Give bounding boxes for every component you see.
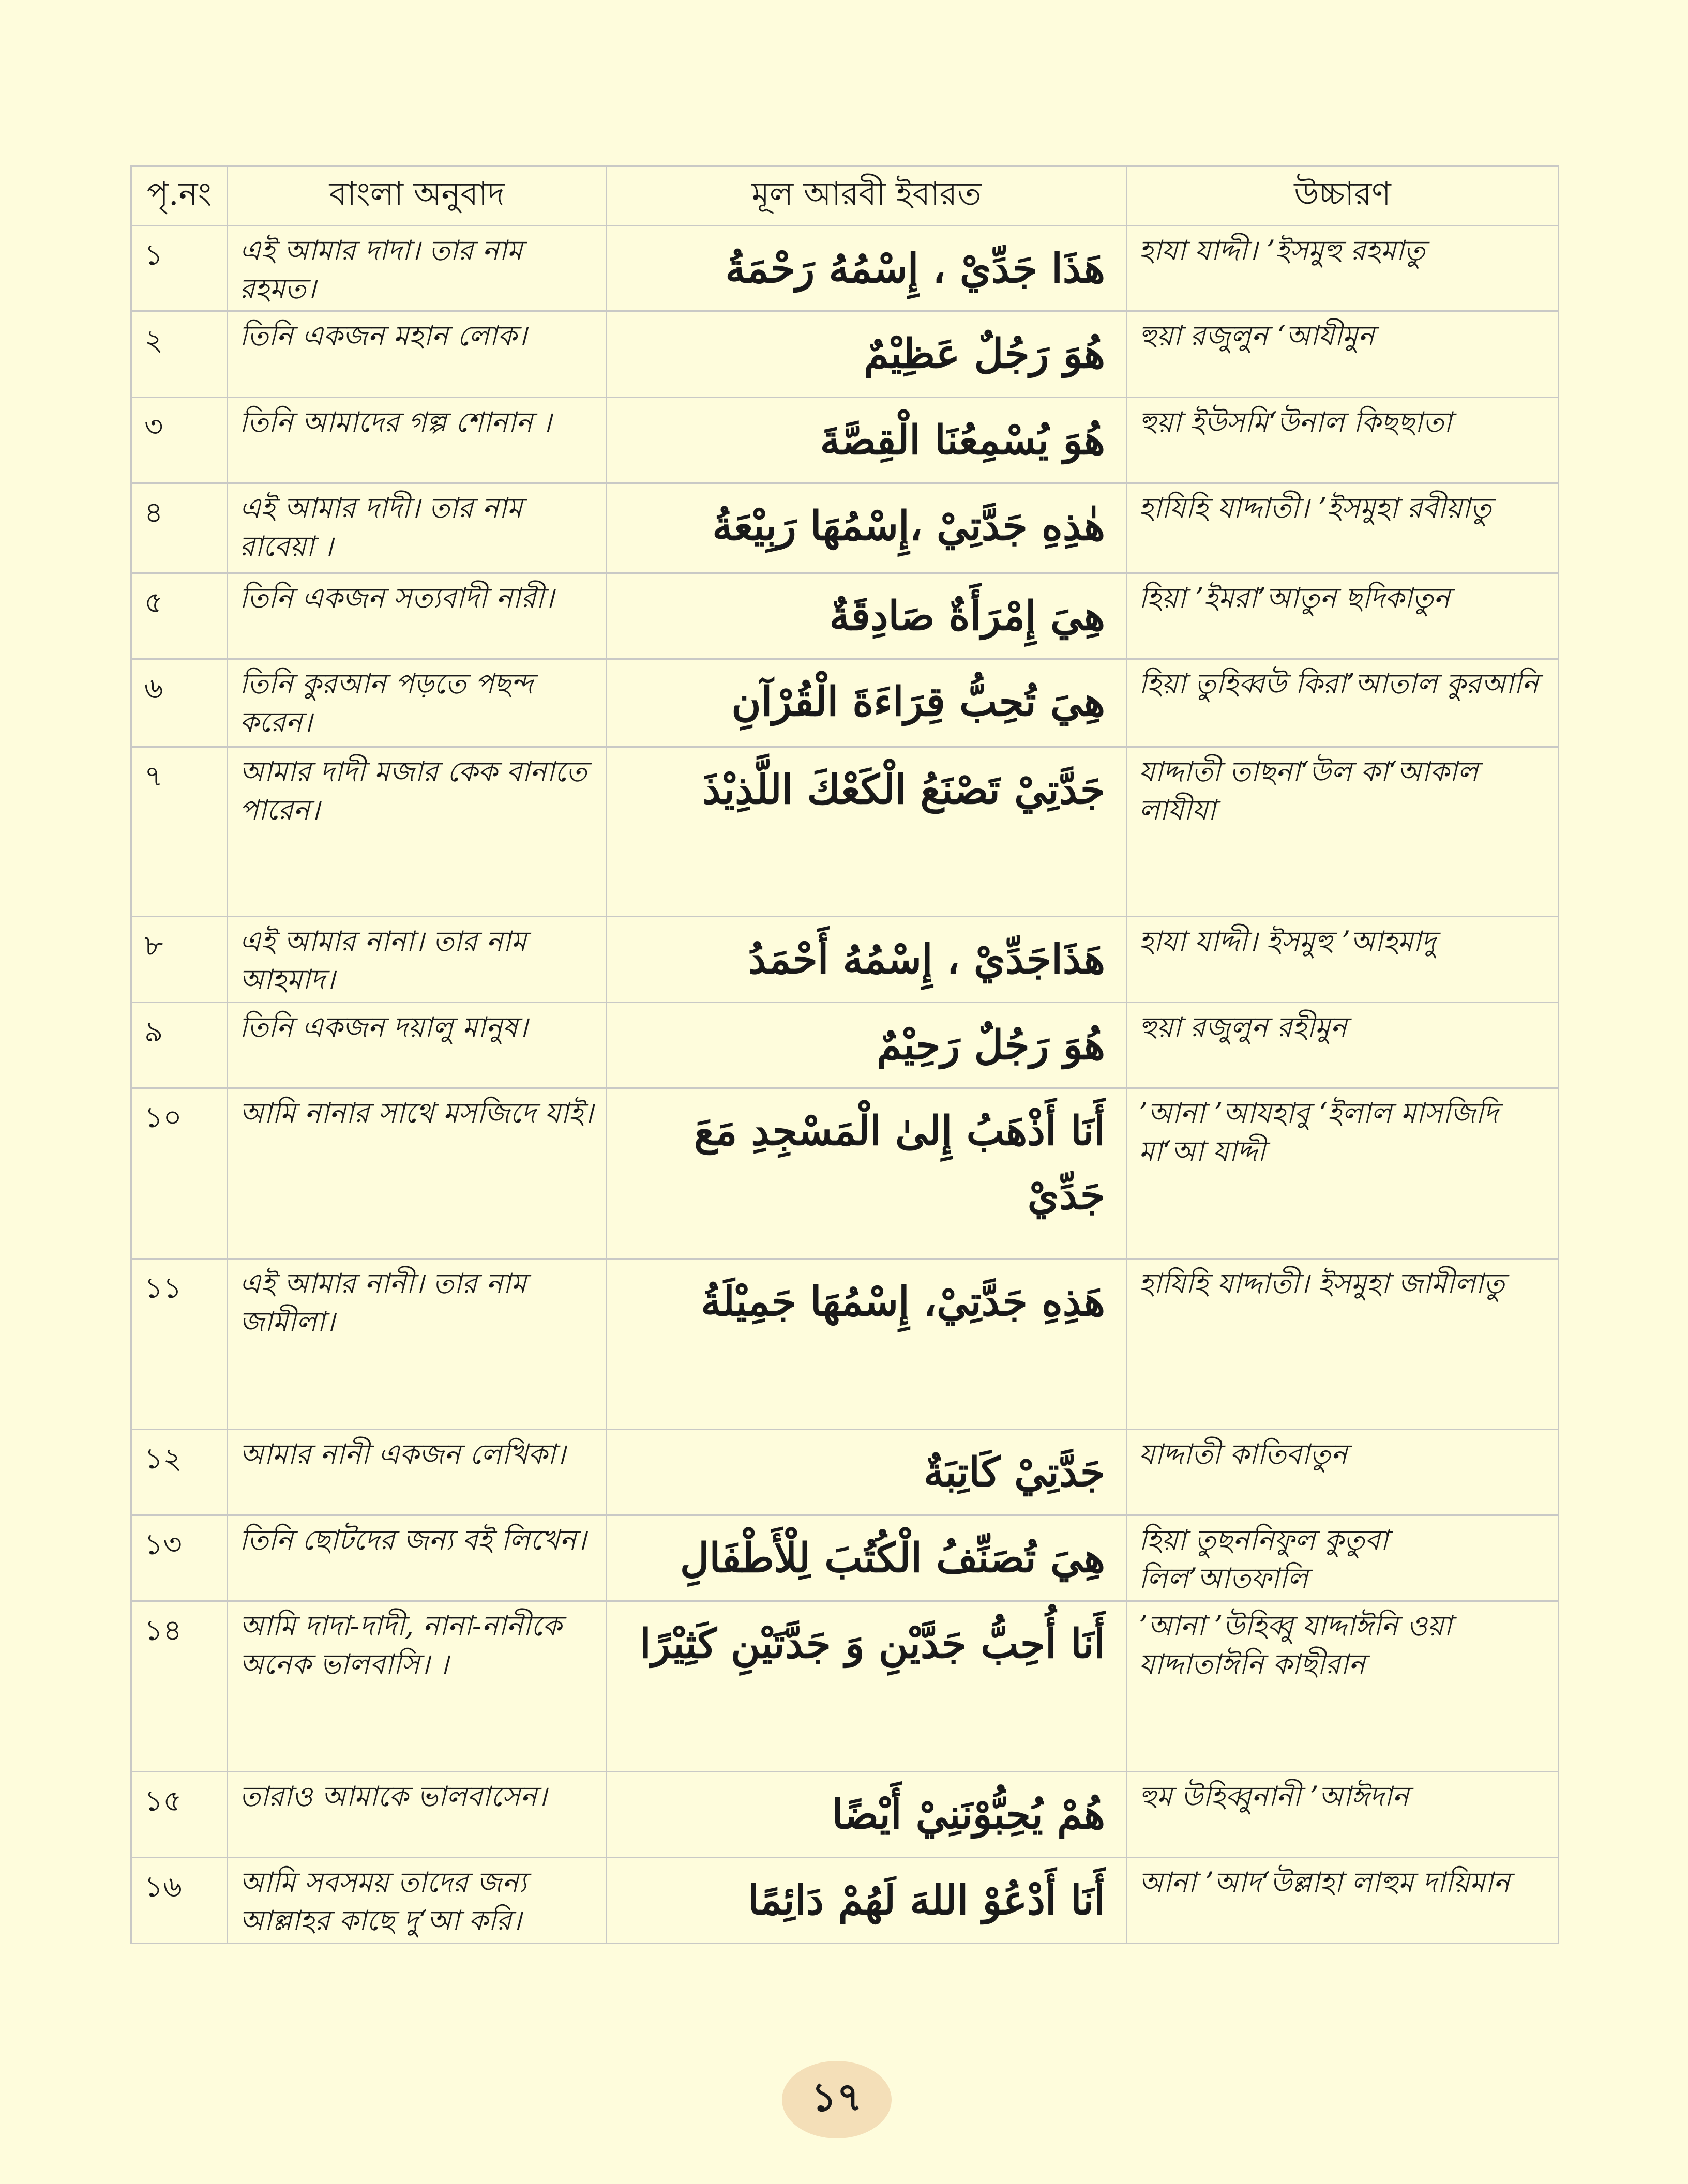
table-row [131, 917, 1559, 1003]
bangla-translation: তিনি আমাদের গল্প শোনান । [228, 398, 607, 483]
arabic-text: هٰذِهِ جَدَّتِيْ ،إِسْمُهَا رَبِيْعَةُ [607, 483, 1127, 573]
pronunciation: আনা ’আদ‘উল্লাহা লাহুম দায়িমান [1127, 1858, 1559, 1944]
pronunciation: হুয়া রজুলুন ‘আযীমুন [1127, 311, 1559, 398]
bangla-translation: আমার নানী একজন লেখিকা। [228, 1430, 607, 1515]
bangla-translation: তিনি একজন মহান লোক। [228, 311, 607, 398]
header-bangla-translation: বাংলা অনুবাদ [228, 166, 607, 226]
row-number: ১ [131, 226, 228, 311]
row-number: ৭ [131, 747, 228, 917]
pronunciation: ’আনা ’আযহাবু ‘ইলাল মাসজিদি মা‘আ যাদ্দী [1127, 1088, 1559, 1259]
table-row [131, 1601, 1559, 1772]
row-number: ৯ [131, 1003, 228, 1088]
bangla-translation: তিনি ছোটদের জন্য বই লিখেন। [228, 1515, 607, 1601]
bangla-translation: তিনি একজন সত্যবাদী নারী। [228, 573, 607, 659]
arabic-text: أَنَا أُحِبُّ جَدَّيْنِ وَ جَدَّتَيْنِ كَثِيْرًا [607, 1601, 1127, 1772]
page-number-badge [782, 2061, 892, 2138]
row-number: ১৫ [131, 1772, 228, 1858]
table-row [131, 659, 1559, 747]
row-number: ১২ [131, 1430, 228, 1515]
table-header-row [131, 166, 1559, 226]
table-row [131, 398, 1559, 483]
pronunciation: যাদ্দাতী কাতিবাতুন [1127, 1430, 1559, 1515]
row-number: ৫ [131, 573, 228, 659]
vocabulary-table [130, 165, 1559, 1944]
arabic-text: هُمْ يُحِبُّوْنَنِيْ أَيْضًا [607, 1772, 1127, 1858]
header-page-no: পৃ.নং [131, 166, 228, 226]
bangla-translation: এই আমার দাদা। তার নাম রহমত। [228, 226, 607, 311]
table-row [131, 483, 1559, 573]
pronunciation: হিয়া ’ইমরা’আতুন ছদিকাতুন [1127, 573, 1559, 659]
arabic-text: هَذَاجَدِّيْ ، إِسْمُهُ أَحْمَدُ [607, 917, 1127, 1003]
pronunciation: হাযিহি যাদ্দাতী। ইসমুহা জামীলাতু [1127, 1259, 1559, 1430]
arabic-text: هِيَ إِمْرَأَةٌ صَادِقَةٌ [607, 573, 1127, 659]
arabic-text: جَدَّتِيْ تَصْنَعُ الْكَعْكَ اللَّذِيْذَ [607, 747, 1127, 917]
row-number: ৮ [131, 917, 228, 1003]
row-number: ৪ [131, 483, 228, 573]
pronunciation: যাদ্দাতী তাছনা‘উল কা‘আকাল লাযীযা [1127, 747, 1559, 917]
pronunciation: হুম উহিব্বুনানী ’আঈদান [1127, 1772, 1559, 1858]
table-row [131, 226, 1559, 311]
row-number: ২ [131, 311, 228, 398]
arabic-text: هُوَ يُسْمِعُنَا الْقِصَّةَ [607, 398, 1127, 483]
pronunciation: হুয়া রজুলুন রহীমুন [1127, 1003, 1559, 1088]
arabic-text: هِيَ تُصَنِّفُ الْكُتُبَ لِلْأَطْفَالِ [607, 1515, 1127, 1601]
pronunciation: হুয়া ইউসমি‘উনাল কিছছাতা [1127, 398, 1559, 483]
header-arabic-text: মূল আরবী ইবারত [607, 166, 1127, 226]
bangla-translation: এই আমার নানা। তার নাম আহমাদ। [228, 917, 607, 1003]
row-number: ৩ [131, 398, 228, 483]
row-number: ১৪ [131, 1601, 228, 1772]
table-row [131, 573, 1559, 659]
table-row [131, 1772, 1559, 1858]
header-pronunciation: উচ্চারণ [1127, 166, 1559, 226]
arabic-text: هُوَ رَجُلٌ عَظِيْمٌ [607, 311, 1127, 398]
arabic-text: هِيَ تُحِبُّ قِرَاءَةَ الْقُرْآنِ [607, 659, 1127, 747]
bangla-translation: তিনি একজন দয়ালু মানুষ। [228, 1003, 607, 1088]
pronunciation: হাযা যাদ্দী। ’ইসমুহু রহমাতু [1127, 226, 1559, 311]
arabic-text: هَذِهِ جَدَّتِيْ، إِسْمُهَا جَمِيْلَةُ [607, 1259, 1127, 1430]
bangla-translation: এই আমার দাদী। তার নাম রাবেয়া । [228, 483, 607, 573]
table-row [131, 1515, 1559, 1601]
table-row [131, 1430, 1559, 1515]
pronunciation: হিয়া তুছননিফুল কুতুবা লিল’আতফালি [1127, 1515, 1559, 1601]
arabic-text: أَنَا أَذْهَبُ إِلىٰ الْمَسْجِدِ مَعَ جَدِّيْ [607, 1088, 1127, 1259]
row-number: ১৬ [131, 1858, 228, 1944]
pronunciation: ’আনা ’উহিব্বু যাদ্দাঈনি ওয়া যাদ্দাতাঈনি কাছীরান [1127, 1601, 1559, 1772]
pronunciation: হাযিহি যাদ্দাতী। ’ইসমুহা রবীয়াতু [1127, 483, 1559, 573]
arabic-text: هُوَ رَجُلٌ رَحِيْمٌ [607, 1003, 1127, 1088]
row-number: ১৩ [131, 1515, 228, 1601]
table-row [131, 311, 1559, 398]
page-number: ১৭ [811, 2073, 863, 2120]
bangla-translation: এই আমার নানী। তার নাম জামীলা। [228, 1259, 607, 1430]
arabic-text: هَذَا جَدِّيْ ، إِسْمُهُ رَحْمَةُ [607, 226, 1127, 311]
row-number: ১১ [131, 1259, 228, 1430]
bangla-translation: আমি দাদা-দাদী, নানা-নানীকে অনেক ভালবাসি। । [228, 1601, 607, 1772]
table-row [131, 1858, 1559, 1944]
bangla-translation: আমি নানার সাথে মসজিদে যাই। [228, 1088, 607, 1259]
pronunciation: হিয়া তুহিব্বউ কিরা’আতাল কুরআনি [1127, 659, 1559, 747]
bangla-translation: আমি সবসময় তাদের জন্য আল্লাহর কাছে দু‘আ করি। [228, 1858, 607, 1944]
bangla-translation: তিনি কুরআন পড়তে পছন্দ করেন। [228, 659, 607, 747]
arabic-text: جَدَّتِيْ كَاتِبَةٌ [607, 1430, 1127, 1515]
table-row [131, 747, 1559, 917]
table-row [131, 1259, 1559, 1430]
bangla-translation: আমার দাদী মজার কেক বানাতে পারেন। [228, 747, 607, 917]
bangla-translation: তারাও আমাকে ভালবাসেন। [228, 1772, 607, 1858]
table-row [131, 1003, 1559, 1088]
table-row [131, 1088, 1559, 1259]
row-number: ১০ [131, 1088, 228, 1259]
pronunciation: হাযা যাদ্দী। ইসমুহু ’আহমাদু [1127, 917, 1559, 1003]
row-number: ৬ [131, 659, 228, 747]
arabic-text: أَنَا أَدْعُوْ اللهَ لَهُمْ دَائِمًا [607, 1858, 1127, 1944]
